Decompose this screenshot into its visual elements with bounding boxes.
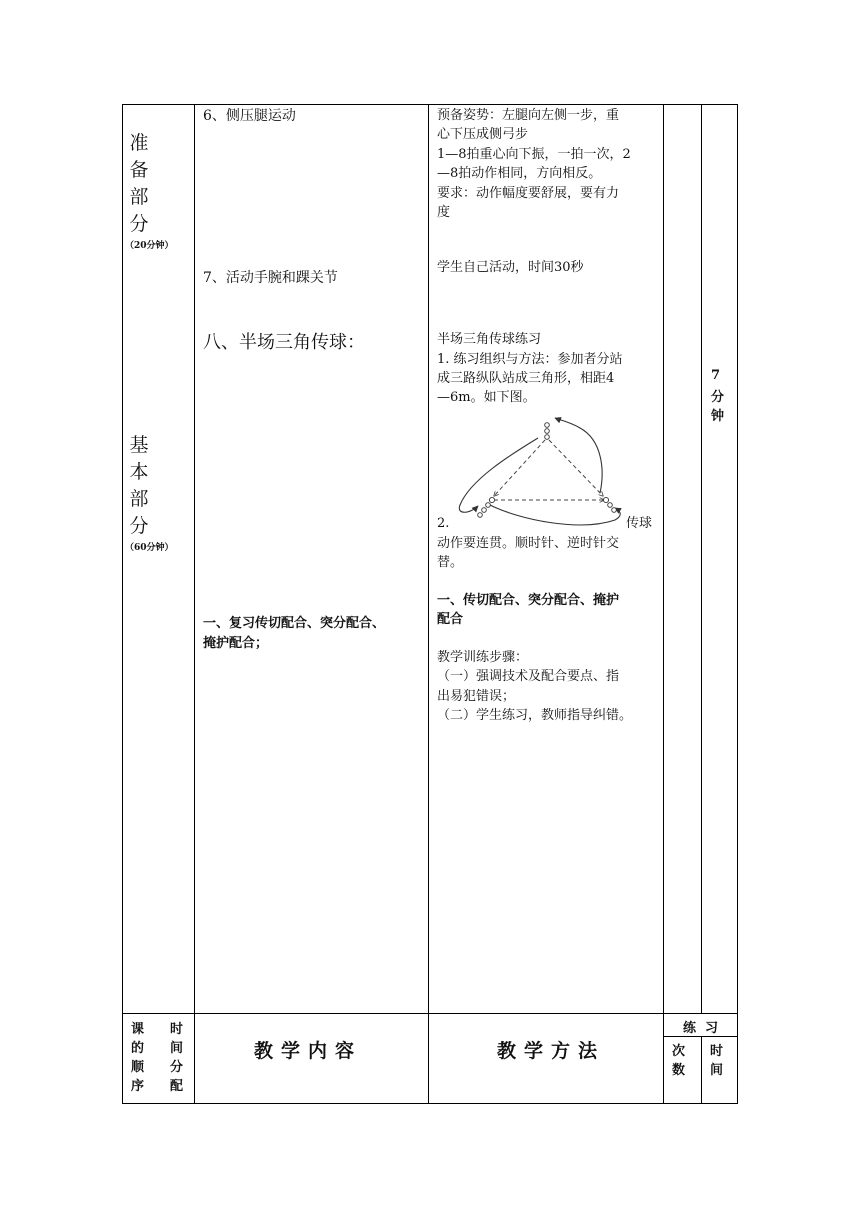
- table-divider-footer: [122, 1013, 738, 1014]
- prep-char-4: 分: [129, 213, 149, 235]
- method-line: 替。: [437, 555, 464, 570]
- triangle-passing-diagram: [440, 412, 640, 534]
- content-review-line-1: 一、复习传切配合、突分配合、: [203, 616, 386, 631]
- method-line: 成三路纵队站成三角形，相距4: [437, 371, 615, 386]
- method-line: —8拍动作相同，方向相反。: [437, 166, 602, 181]
- footer-order-char: 顺: [131, 1060, 145, 1075]
- prep-char-1: 准: [129, 132, 149, 154]
- method-line: 传球: [626, 516, 653, 531]
- count-header-1: 次: [672, 1044, 686, 1059]
- run-path-left: [459, 438, 538, 512]
- method-header: 教学方法: [497, 1040, 606, 1062]
- col-divider-4-upper: [701, 104, 702, 1014]
- content-item-7: 7、活动手腕和踝关节: [203, 270, 338, 286]
- basic-char-2: 本: [129, 461, 149, 483]
- method-line: （二）学生练习，教师指导纠错。: [437, 708, 633, 723]
- pass-line-left: [494, 440, 545, 496]
- pass-line-right: [549, 440, 603, 496]
- time-header-1: 时: [710, 1044, 724, 1059]
- method-line: 1. 练习组织与方法：参加者分站: [437, 352, 623, 367]
- practice-time-number: 7: [711, 368, 721, 383]
- method-line: （一）强调技术及配合要点、指: [437, 669, 620, 684]
- col-divider-4-lower: [701, 1036, 702, 1104]
- time-header-2: 间: [710, 1063, 724, 1078]
- player-column-top: [545, 423, 550, 440]
- footer-order-char: 分: [170, 1060, 184, 1075]
- prep-duration: （20分钟）: [125, 241, 174, 251]
- prep-char-3: 部: [129, 186, 149, 208]
- player-column-left: [478, 497, 495, 517]
- method-line: 度: [437, 205, 451, 220]
- table-border-top: [122, 104, 738, 105]
- count-header-2: 数: [672, 1063, 686, 1078]
- footer-order-char: 序: [131, 1079, 145, 1094]
- footer-order-char: 时: [170, 1022, 184, 1037]
- footer-order-char: 配: [170, 1079, 184, 1094]
- run-path-top: [555, 418, 602, 493]
- method-line: 2.: [437, 516, 450, 531]
- col-divider-1: [194, 104, 195, 1104]
- method-line: 1—8拍重心向下振，一拍一次，2: [437, 147, 631, 162]
- footer-order-char: 间: [170, 1041, 184, 1056]
- basic-char-4: 分: [129, 515, 149, 537]
- method-line: 动作要连贯。顺时针、逆时针交: [437, 536, 620, 551]
- content-review-line-2: 掩护配合；: [203, 636, 269, 651]
- method-line: 出易犯错误；: [437, 689, 516, 704]
- method-line: 要求：动作幅度要舒展，要有力: [437, 186, 620, 201]
- method-line: 一、传切配合、突分配合、掩护: [437, 593, 620, 608]
- basic-duration: （60分钟）: [125, 543, 174, 553]
- col-divider-3: [663, 104, 664, 1104]
- player-column-right: [603, 497, 616, 512]
- method-line: 半场三角传球练习: [437, 332, 542, 347]
- table-border-right: [737, 104, 738, 1104]
- content-item-6: 6、侧压腿运动: [203, 108, 296, 124]
- method-line: 配合: [437, 612, 464, 627]
- table-border-left: [122, 104, 123, 1104]
- footer-order-char: 课: [131, 1022, 145, 1037]
- method-line: 心下压成侧弓步: [437, 127, 529, 142]
- method-line: 教学训练步骤：: [437, 650, 529, 665]
- content-header: 教学内容: [254, 1040, 363, 1062]
- method-line: 预备姿势：左腿向左侧一步，重: [437, 108, 620, 123]
- footer-order-char: 的: [131, 1041, 145, 1056]
- table-border-bottom: [122, 1103, 738, 1104]
- practice-time-unit-2: 钟: [711, 409, 725, 424]
- method-line: —6m。如下图。: [437, 390, 536, 405]
- practice-header: 练 习: [683, 1021, 719, 1036]
- content-item-8: 八、半场三角传球：: [203, 332, 365, 353]
- run-path-bottom: [490, 505, 620, 525]
- basic-char-1: 基: [129, 434, 149, 456]
- col-divider-2: [428, 104, 429, 1104]
- practice-time-unit-1: 分: [711, 390, 725, 405]
- prep-char-2: 备: [129, 159, 149, 181]
- basic-char-3: 部: [129, 488, 149, 510]
- method-line: 学生自己活动，时间30秒: [437, 260, 584, 275]
